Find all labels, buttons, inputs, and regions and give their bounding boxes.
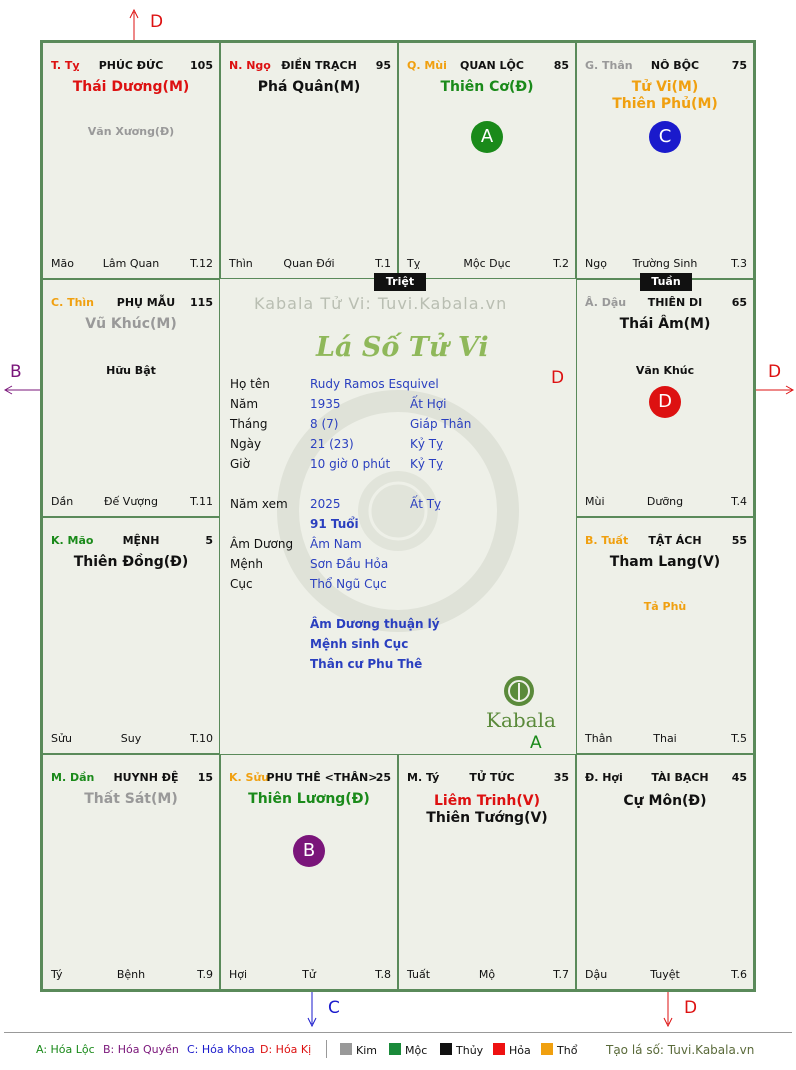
palace-number: 105 [190,59,213,72]
major-star: Tử Vi(M) [631,79,699,95]
cell-bottom-left: Mão [51,257,74,270]
major-star: Liêm Trinh(V) [434,793,540,809]
thuy-swatch [440,1043,452,1055]
cell-bottom-left: Dậu [585,968,608,981]
value-amduong: Âm Nam [310,537,362,551]
cell-bottom-right: T.2 [553,257,569,270]
arrow-label-left: B [10,362,22,382]
value-view-year-canchi: Ất Tỵ [410,497,442,511]
palace-number: 75 [731,59,747,72]
value-month-canchi: Giáp Thân [410,417,472,431]
value-hour-canchi: Kỷ Tỵ [410,457,444,471]
palace-thien-di [576,279,754,517]
cell-bottom-right: T.3 [731,257,747,270]
major-star: Thái Dương(M) [72,79,190,95]
value-day-canchi: Kỷ Tỵ [410,437,444,451]
triet-tag: Triệt [374,273,426,291]
major-star: Thất Sát(M) [84,791,178,807]
value-month: 8 (7) [310,417,339,431]
cell-bottom-mid: Đế Vượng [104,495,158,508]
palace-no-boc [576,42,754,279]
arrow-label-bottom-c: C [328,998,340,1018]
palace-name: QUAN LỘC [460,59,524,72]
hoa-quyen-badge: B [293,835,325,867]
cell-bottom-mid: Tử [302,968,316,981]
cell-bottom-left: Hợi [229,968,248,981]
palace-branch: Đ. Hợi [585,771,623,784]
palace-name: NÔ BỘC [650,59,700,72]
note-than: Thân cư Phu Thê [310,657,423,671]
legend-hoa-loc: A: Hóa Lộc [36,1043,95,1056]
cell-bottom-left: Thìn [229,257,253,270]
palace-branch: Â. Dậu [585,296,627,309]
palace-number: 45 [731,771,747,784]
label-name: Họ tên [230,377,270,391]
palace-dien-trach [220,42,398,279]
palace-name: ĐIỀN TRẠCH [281,59,357,72]
major-star: Phá Quân(M) [257,79,361,95]
palace-name: THIÊN DI [647,296,703,309]
cell-bottom-right: T.12 [190,257,213,270]
legend-divider [326,1040,327,1058]
legend-moc-label: Mộc [405,1044,428,1057]
cell-bottom-right: T.5 [731,732,747,745]
footer-divider [4,1032,792,1033]
cell-bottom-mid: Tuyệt [650,968,680,981]
legend-thuy-label: Thủy [456,1044,484,1057]
cell-bottom-left: Mùi [585,495,605,508]
legend-hoa-label: Hỏa [509,1044,531,1057]
palace-number: 15 [197,771,213,784]
palace-name: TỬ TỨC [469,771,515,784]
cell-bottom-mid: Suy [120,732,142,745]
legend-hoa [493,1043,531,1057]
center-info-panel [218,276,574,752]
palace-name: PHÚC ĐỨC [98,59,164,72]
palace-number: 35 [553,771,569,784]
palace-name: HUYNH ĐỆ [113,771,179,784]
kabala-logo-icon [502,674,536,708]
cell-bottom-right: T.11 [190,495,213,508]
cell-bottom-right: T.8 [375,968,391,981]
palace-branch: G. Thân [585,59,633,72]
palace-tat-ach [576,517,754,754]
credit-link[interactable]: Tạo lá số: Tuvi.Kabala.vn [606,1043,755,1057]
cell-bottom-left: Thân [585,732,613,745]
cell-bottom-right: T.1 [375,257,391,270]
label-hour: Giờ [230,457,250,471]
cell-bottom-mid: Mộc Dục [463,257,511,270]
cell-bottom-left: Sửu [51,732,72,745]
palace-tu-tuc [398,754,576,990]
palace-branch: K. Sửu [229,771,270,784]
palace-branch: B. Tuất [585,534,629,547]
minor-star: Văn Xương(Đ) [87,125,175,138]
page-title: Lá Số Tử Vi [316,332,489,363]
major-star-2: Thiên Phủ(M) [612,96,718,112]
major-star: Thiên Đồng(Đ) [73,554,189,570]
value-name: Rudy Ramos Esquivel [310,377,439,391]
legend-kim-label: Kim [356,1044,377,1057]
cell-bottom-left: Tý [51,968,63,981]
value-day: 21 (23) [310,437,354,451]
cell-bottom-mid: Quan Đới [283,257,335,270]
palace-tai-bach [576,754,754,990]
palace-branch: T. Tỵ [51,59,80,72]
legend-tho-label: Thổ [557,1044,578,1057]
cell-bottom-left: Dần [51,495,74,508]
cell-bottom-left: Tuất [407,968,431,981]
hoa-swatch [493,1043,505,1055]
palace-phuc-duc [42,42,220,279]
palace-name: PHU THÊ <THÂN> [266,771,378,784]
value-hour: 10 giờ 0 phút [310,457,391,471]
minor-star: Văn Khúc [635,364,695,377]
cell-bottom-mid: Mộ [478,968,496,981]
arrow-label-top: D [150,12,164,32]
arrow-label-right: D [768,362,782,382]
legend-moc [389,1043,427,1057]
moc-swatch [389,1043,401,1055]
label-menh: Mệnh [230,557,263,571]
label-amduong: Âm Dương [230,537,294,551]
palace-number: 65 [731,296,747,309]
watermark-text: Kabala Tử Vi: Tuvi.Kabala.vn [254,294,508,313]
note-menh-cuc: Mệnh sinh Cục [310,637,409,651]
palace-branch: M. Dần [51,771,95,784]
palace-huynh-de [42,754,220,990]
logo-text: Kabala [486,708,556,732]
arrow-label-inner-a: A [530,733,542,753]
cell-bottom-mid: Bệnh [116,968,146,981]
palace-quan-loc [398,42,576,279]
cell-bottom-right: T.9 [197,968,213,981]
palace-number: 25 [375,771,391,784]
hoa-khoa-badge: C [649,121,681,153]
major-star: Thiên Lương(Đ) [248,791,370,807]
cell-bottom-right: T.10 [190,732,213,745]
major-star: Cự Môn(Đ) [623,793,707,809]
palace-name: TÀI BẠCH [651,771,709,784]
palace-branch: Q. Mùi [407,59,447,72]
cell-bottom-left: Ngọ [585,257,607,270]
palace-name: MỆNH [122,534,160,547]
legend-kim [340,1043,377,1057]
cell-bottom-right: T.7 [553,968,569,981]
palace-branch: N. Ngọ [229,59,271,72]
hoa-ki-badge: D [649,386,681,418]
major-star: Thiên Cơ(Đ) [440,79,534,95]
legend-thuy [440,1043,483,1057]
legend-hoa-quyen: B: Hóa Quyền [103,1043,179,1056]
palace-name: PHỤ MẪU [116,296,176,309]
label-month: Tháng [230,417,268,431]
palace-branch: K. Mão [51,534,94,547]
palace-branch: C. Thìn [51,296,95,309]
label-view-year: Năm xem [230,497,288,511]
major-star-2: Thiên Tướng(V) [426,810,548,826]
label-cuc: Cục [230,577,253,591]
major-star: Vũ Khúc(M) [85,316,177,332]
label-day: Ngày [230,437,262,451]
value-age: 91 Tuổi [310,517,359,531]
cell-bottom-mid: Lâm Quan [102,257,160,270]
cell-bottom-mid: Thai [653,732,677,745]
cell-bottom-mid: Trường Sinh [632,257,698,270]
cell-bottom-right: T.4 [731,495,747,508]
legend-tho [541,1043,577,1057]
palace-number: 5 [205,534,213,547]
palace-phu-mau [42,279,220,517]
major-star: Thái Âm(M) [619,316,711,332]
value-view-year: 2025 [310,497,341,511]
value-year: 1935 [310,397,341,411]
cell-bottom-left: Tỵ [407,257,421,270]
minor-star: Hữu Bật [106,364,156,377]
palace-number: 115 [190,296,213,309]
value-menh: Sơn Đầu Hỏa [310,557,389,571]
tho-swatch [541,1043,553,1055]
palace-menh [42,517,220,754]
value-year-canchi: Ất Hợi [410,397,447,411]
palace-name: TẬT ÁCH [648,534,702,547]
minor-star: Tả Phù [643,600,687,613]
cell-bottom-mid: Dưỡng [646,495,684,508]
palace-branch: M. Tý [407,771,440,784]
palace-number: 55 [731,534,747,547]
major-star: Tham Lang(V) [609,554,721,570]
palace-phu-the [220,754,398,990]
arrow-label-bottom-d: D [684,998,698,1018]
value-cuc: Thổ Ngũ Cục [310,577,387,591]
arrow-label-inner-d: D [551,368,565,388]
legend-hoa-ki: D: Hóa Kị [260,1043,312,1056]
cell-bottom-right: T.6 [731,968,747,981]
label-year: Năm [230,397,259,411]
palace-number: 85 [553,59,569,72]
palace-number: 95 [375,59,391,72]
hoa-loc-badge: A [471,121,503,153]
tuan-tag: Tuần [640,273,692,291]
legend-hoa-khoa: C: Hóa Khoa [187,1043,255,1056]
note-amduong: Âm Dương thuận lý [310,617,440,631]
kim-swatch [340,1043,352,1055]
